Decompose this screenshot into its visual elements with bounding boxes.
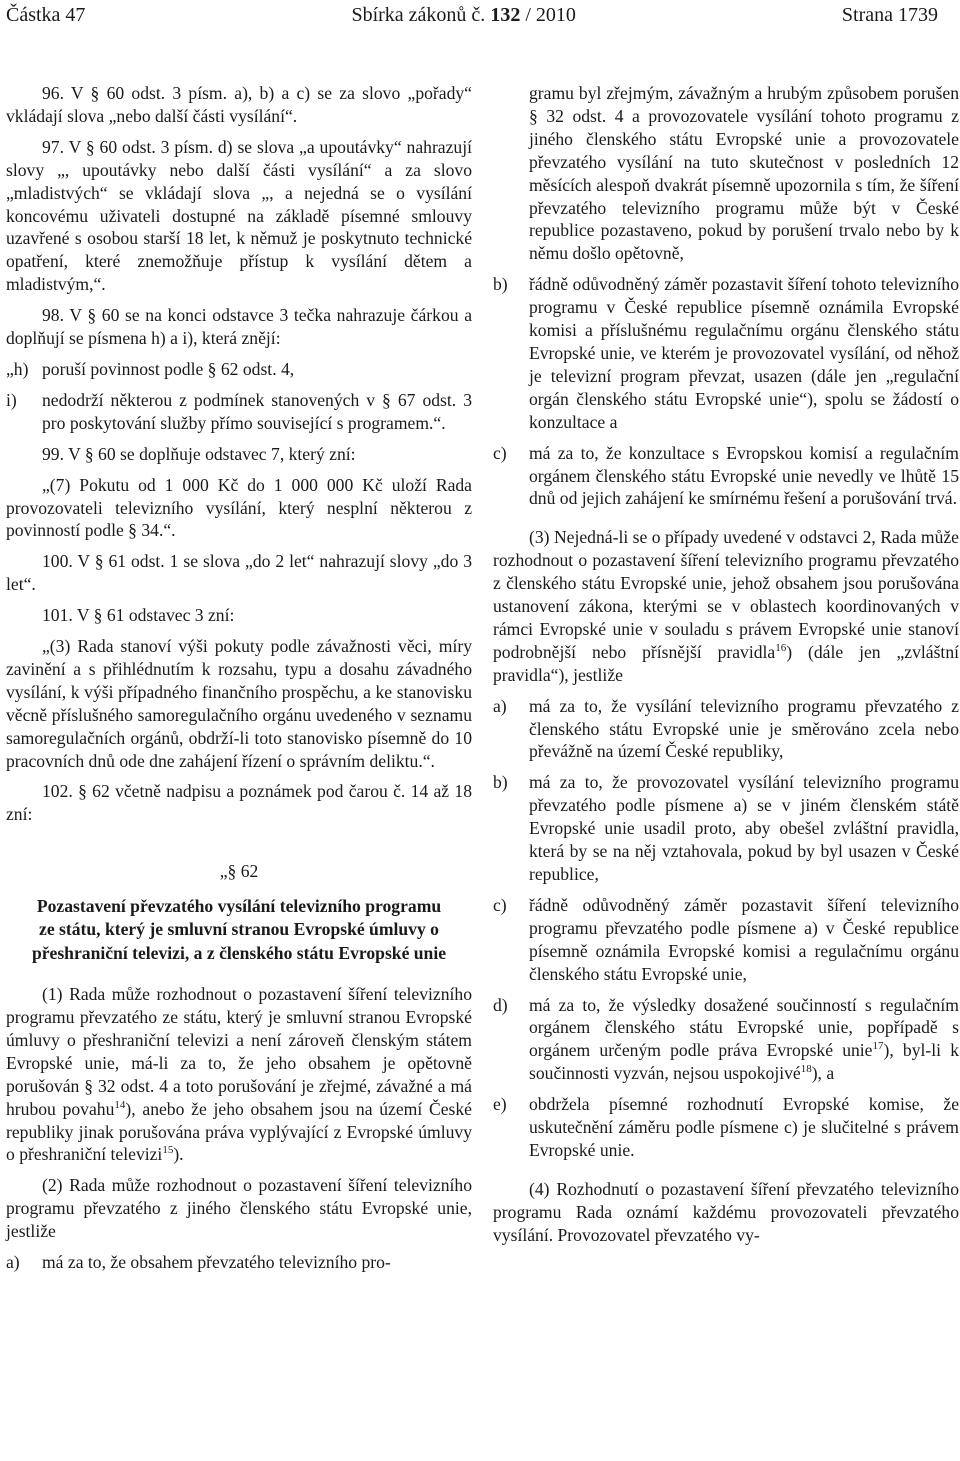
- item-d-text-a: má za to, že výsledky dosažené součinností s regulačním orgánem členského státu Evropské unie, popřípadě s orgánem určeným podle práva Evropské unie: [529, 994, 959, 1061]
- item-label: a): [493, 695, 507, 716]
- paragraph-3-text-b: ) (dále jen „zvláštní pravidla“), jestliže: [493, 641, 959, 685]
- footnote-ref-14: 14: [114, 1098, 126, 1111]
- header-collection-prefix: Sbírka zákonů č.: [351, 4, 486, 26]
- item-text: má za to, že vysílání televizního programu převzatého z členského státu Evropské unie je směrováno zcela nebo převážně na území České republiky,: [529, 695, 959, 762]
- footnote-ref-17: 17: [872, 1040, 884, 1053]
- item-text: poruší povinnost podle § 62 odst. 4,: [42, 358, 295, 379]
- paragraph-2: (2) Rada může rozhodnout o pozastavení šíření televizního programu převzatého z jiného členského státu Evropské unie, jestliže: [6, 1175, 472, 1242]
- item-d-text-c: ), a: [811, 1063, 835, 1084]
- footnote-ref-16: 16: [775, 641, 787, 654]
- item-label: d): [493, 994, 508, 1015]
- paragraph-3-item-b: [493, 771, 959, 886]
- item-text: řádně odůvodněný záměr pozastavit šíření tohoto televizního programu v České republice písemně oznámila Evropské komisi a příslušnému regulačnímu orgánu členského státu Evropské unie, ve kterém je provozovatel vysílání, od něhož je televizní program převzat, usazen (dále jen „regulační orgán členského státu Evropské unie“), spolu se žádostí o konzultace a: [529, 274, 959, 432]
- paragraph-3-item-d: [493, 994, 959, 1086]
- header-issue: Částka 47: [6, 4, 86, 26]
- paragraph-2-item-b: [493, 273, 959, 433]
- paragraph-1-text-a: (1) Rada může rozhodnout o pozastavení šíření televizního programu převzatého ze státu, který je smluvní stranou Evropské úmluvy o přeshraniční televizi a není zároveň členským státem Evropské unie, má-li za to, že jeho obsahem je opětovně porušován § 32 odst. 4 a toto porušování je zřejmé, závažné a má hrubou povahu: [6, 984, 472, 1119]
- item-label: c): [493, 894, 507, 915]
- right-column: [493, 82, 959, 1247]
- header-collection-year: / 2010: [525, 4, 576, 26]
- footnote-ref-15: 15: [162, 1144, 174, 1157]
- paragraph-2-item-a-continued: gramu byl zřejmým, závažným a hrubým způsobem porušen § 32 odst. 4 a provozovatele vysílání tohoto programu z jiného členského státu Evropské unie a provozovatele převzatého vysílání na tuto skutečnost v posledních 12 měsících alespoň dvakrát písemně upozornila s tím, že šíření převzatého televizního programu může být v České republice pozastaveno, pokud by porušení trvalo nebo by k němu došlo opětovně,: [529, 83, 959, 264]
- item-text: nedodrží některou z podmínek stanovených v § 67 odst. 3 pro poskytování služby přímo související s programem.“.: [42, 389, 472, 433]
- header-page-number: Strana 1739: [841, 4, 938, 26]
- paragraph-3-text-a: (3) Nejedná-li se o případy uvedené v odstavci 2, Rada může rozhodnout o pozastavení šíření televizního programu převzatého z členského státu Evropské unie, jehož obsahem jsou porušována ustanovení zákona, kterými se v oblastech koordinovaných v rámci Evropské unie v souladu s právem Evropské unie stanoví podrobnější nebo přísnější pravidla: [493, 527, 959, 662]
- paragraph-3: [493, 526, 959, 686]
- point-98-item-h: [6, 358, 472, 381]
- paragraph-3-item-e: [493, 1093, 959, 1162]
- paragraph-1-text-b: ), anebo že jeho obsahem jsou na území České republiky jinak porušována práva vyplývající z Evropské úmluvy o přeshraniční televizi: [6, 1098, 472, 1165]
- point-96: 96. V § 60 odst. 3 písm. a), b) a c) se za slovo „pořady“ vkládají slova „nebo další části vysílání“.: [6, 83, 472, 126]
- paragraph-1: [6, 983, 472, 1166]
- point-97: 97. V § 60 odst. 3 písm. d) se slova „a upoutávky“ nahrazují slovy „, upoutávky nebo další části vysílání“ a za slovo „mladistvých“ se vkládají slova „, a nejedná se o vysílání koncovému uživateli dostupné na základě písemné smlouvy uzavřené s osobou starší 18 let, k němuž je poskytnuto technické opatření, které znemožňuje přístup k vysílání dětem a mladistvým,“.: [6, 136, 472, 295]
- item-label: e): [493, 1094, 507, 1115]
- section-number: „§ 62: [219, 861, 259, 882]
- point-101-quote: „(3) Rada stanoví výši pokuty podle závažnosti věci, míry zavinění a s přihlédnutím k rozsahu, typu a dosahu závadného vysílání, k výši případného finančního prospěchu, a ke stanovisku věcně příslušného samoregulačního orgánu uvedeného v seznamu samoregulačních orgánů, obdrží-li toto stanovisko písemně do 10 pracovních dnů ode dne zahájení řízení o správním deliktu.“.: [6, 636, 472, 771]
- item-text: má za to, že provozovatel vysílání televizního programu převzatého podle písmene a) se v jiném členském státě Evropské unie usadil proto, aby obešel zvláštní pravidla, která by se na něj vztahovala, pokud by byl usazen v České republice,: [529, 772, 959, 884]
- point-101: 101. V § 61 odstavec 3 zní:: [42, 605, 235, 626]
- point-98-item-i: [6, 389, 472, 435]
- footnote-ref-18: 18: [800, 1063, 812, 1076]
- item-d-text-b: ), byl-li k součinnosti vyzván, nejsou uspokojivé: [529, 1040, 959, 1084]
- item-text: [529, 994, 959, 1086]
- paragraph-2-item-c: [493, 442, 959, 511]
- header-collection-number: 132: [490, 4, 521, 26]
- point-99-quote: „(7) Pokutu od 1 000 Kč do 1 000 000 Kč uloží Rada provozovateli televizního vysílání, který nesplní některou z povinností podle § 34.“.: [6, 474, 472, 541]
- paragraph-4: (4) Rozhodnutí o pozastavení šíření převzatého televizního programu Rada oznámí každému provozovateli převzatého vysílání. Provozovatel převzatého vy-: [493, 1178, 959, 1245]
- item-text: má za to, že obsahem převzatého televizního pro-: [42, 1252, 391, 1273]
- item-text: má za to, že konzultace s Evropskou komisí a regulačním orgánem členského státu Evropské unie nevedly ve lhůtě 15 dnů od jejich zahájení ke smírnému řešení a porušování trvá.: [529, 442, 959, 509]
- page-header: [6, 4, 938, 34]
- item-label: i): [6, 389, 17, 410]
- item-label: b): [493, 772, 508, 793]
- item-label: c): [493, 442, 507, 463]
- paragraph-2-item-a: [6, 1251, 472, 1274]
- point-100: 100. V § 61 odst. 1 se slova „do 2 let“ nahrazují slovy „do 3 let“.: [6, 551, 472, 595]
- section-heading: Pozastavení převzatého vysílání televizního programu ze státu, který je smluvní stranou Evropské úmluvy o přeshraniční televizi, a z členského státu Evropské unie: [31, 896, 447, 963]
- point-102: 102. § 62 včetně nadpisu a poznámek pod čarou č. 14 až 18 zní:: [6, 781, 472, 825]
- item-label: a): [6, 1252, 20, 1273]
- item-text: řádně odůvodněný záměr pozastavit šíření televizního programu převzatého podle písmene a) v České republice písemně oznámila Evropské komisi a regulačnímu orgánu členského státu Evropské unie,: [529, 894, 959, 984]
- item-label: „h): [6, 358, 29, 379]
- header-collection: [351, 4, 575, 27]
- paragraph-3-item-a: [493, 695, 959, 764]
- left-column: [6, 82, 472, 1274]
- paragraph-3-item-c: [493, 894, 959, 986]
- paragraph-1-text-c: ).: [173, 1144, 184, 1165]
- point-99: 99. V § 60 se doplňuje odstavec 7, který zní:: [42, 443, 356, 464]
- item-text: obdržela písemné rozhodnutí Evropské komise, že uskutečnění záměru podle písmene c) je slučitelné s právem Evropské unie.: [529, 1094, 959, 1160]
- item-label: b): [493, 274, 508, 295]
- point-98: 98. V § 60 se na konci odstavce 3 tečka nahrazuje čárkou a doplňují se písmena h) a i), která znějí:: [6, 305, 472, 349]
